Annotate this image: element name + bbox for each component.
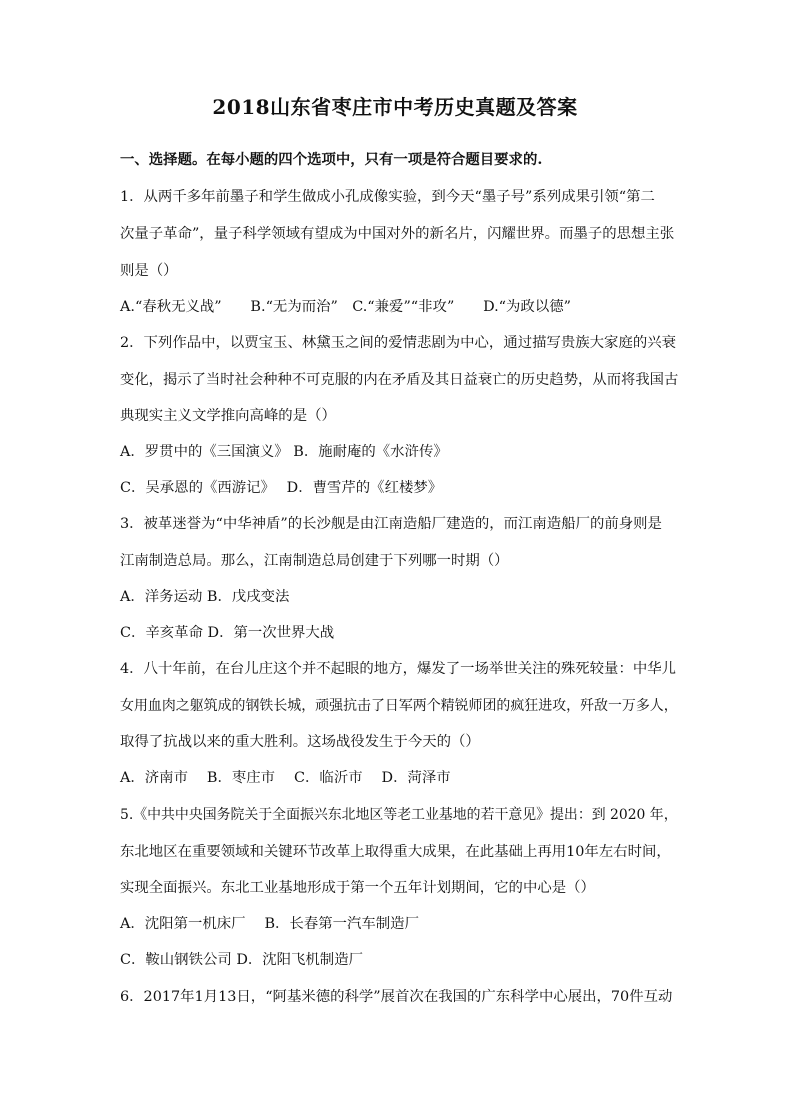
question-2-line-1: 2．下列作品中，以贾宝玉、林黛玉之间的爱情悲剧为中心，通过描写贵族大家庭的兴衰 (120, 335, 677, 351)
question-5-options-cd: C．鞍山钢铁公司 D．沈阳飞机制造厂 (120, 952, 363, 968)
question-5-options-ab: A．沈阳第一机床厂 B．长春第一汽车制造厂 (120, 916, 419, 932)
question-2-line-3: 典现实主义文学推向高峰的是（） (120, 408, 336, 424)
section-heading: 一、选择题。在每小题的四个选项中，只有一项是符合题目要求的. (120, 151, 543, 168)
question-5-line-1: 5.《中共中央国务院关于全面振兴东北地区等老工业基地的若干意见》提出：到 2020 年， (120, 807, 678, 823)
question-4-options: A．济南市 B．枣庄市 C．临沂市 D．菏泽市 (120, 770, 451, 786)
question-4-line-1: 4．八十年前，在台儿庄这个并不起眼的地方，爆发了一场举世关注的殊死较量：中华儿 (120, 661, 677, 677)
question-5-line-2: 东北地区在重要领域和关键环节改革上取得重大成果，在此基础上再用10年左右时间， (120, 844, 671, 860)
question-3-options-cd: C．辛亥革命 D．第一次世界大战 (120, 625, 335, 641)
question-5-line-3: 实现全面振兴。东北工业基地形成于第一个五年计划期间，它的中心是（） (120, 880, 595, 896)
question-1-line-3: 则是（） (120, 263, 178, 279)
question-1-line-1: 1．从两千多年前墨子和学生做成小孔成像实验，到今天“墨子号”系列成果引领“第二 (120, 189, 655, 205)
question-4-line-2: 女用血肉之躯筑成的钢铁长城，顽强抗击了日军两个精锐师团的疯狂进攻，歼敌一万多人， (120, 698, 678, 714)
question-2-line-2: 变化，揭示了当时社会种种不可克服的内在矛盾及其日益衰亡的历史趋势，从而将我国古 (120, 372, 679, 388)
document-title: 2018山东省枣庄市中考历史真题及答案 (212, 95, 578, 119)
question-3-line-2: 江南制造总局。那么，江南制造总局创建于下列哪一时期（） (120, 553, 509, 569)
question-3-options-ab: A．洋务运动 B．戊戌变法 (120, 589, 290, 605)
question-3-line-1: 3．被革迷誉为“中华神盾”的长沙舰是由江南造船厂建造的，而江南造船厂的前身则是 (120, 516, 662, 532)
question-1-line-2: 次量子革命”，量子科学领域有望成为中国对外的新名片，闪耀世界。而墨子的思想主张 (120, 226, 675, 242)
question-2-options-ab: A．罗贯中的《三国演义》 B．施耐庵的《水浒传》 (120, 444, 448, 460)
question-2-options-cd: C．吴承恩的《西游记》 D．曹雪芹的《红楼梦》 (120, 480, 443, 496)
question-4-line-3: 取得了抗战以来的重大胜利。这场战役发生于今天的（） (120, 734, 480, 750)
question-6-line-1: 6．2017年1月13日，“阿基米德的科学”展首次在我国的广东科学中心展出，70件互动 (120, 989, 673, 1005)
question-1-options: A.“春秋无义战” B.“无为而治” C.“兼爱”“非攻” D.“为政以德” (120, 299, 571, 315)
